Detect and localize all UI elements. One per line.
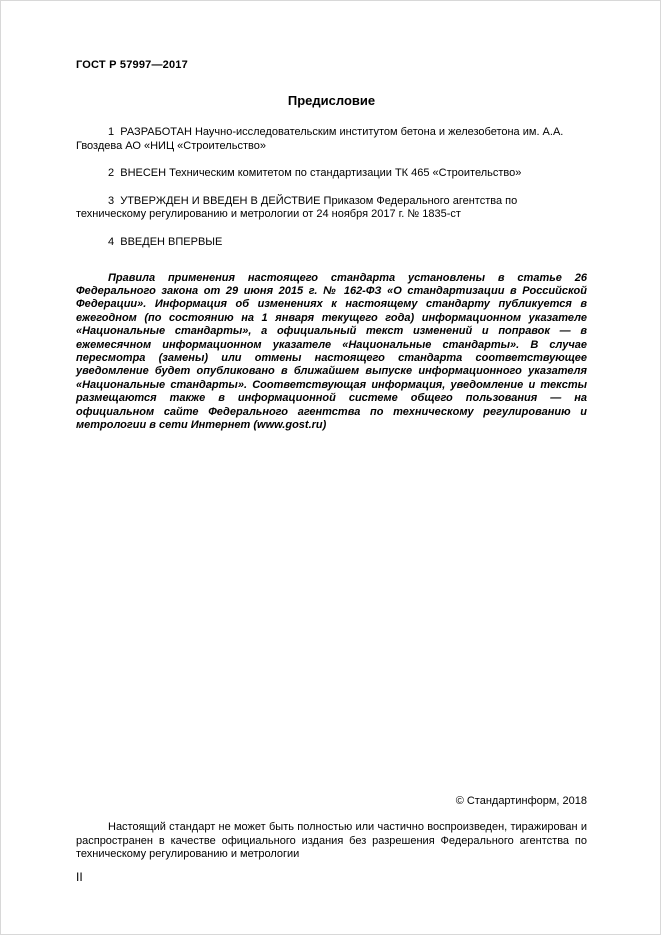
foreword-item-1: 1 РАЗРАБОТАН Научно-исследовательским институтом бетона и железобетона им. А.А. Гвоздева АО «НИЦ «Строительство» <box>76 126 564 152</box>
section-title: Предисловие <box>287 93 376 108</box>
copyright-line: © Стандартинформ, 2018 <box>455 795 587 808</box>
page-footer <box>76 795 587 884</box>
foreword-item-4: 4 ВВЕДЕН ВПЕРВЫЕ <box>108 235 223 248</box>
page-number: II <box>76 870 83 884</box>
foreword-item-2: 2 ВНЕСЕН Техническим комитетом по стандартизации ТК 465 «Строительство» <box>108 167 522 180</box>
document-code: ГОСТ Р 57997—2017 <box>76 59 188 71</box>
reproduction-restriction-note: Настоящий стандарт не может быть полностью или частично воспроизведен, тиражирован и распространен в качестве официального издания без разрешения Федерального агентства по техническому регулированию и метрологии <box>76 821 587 861</box>
foreword-item-3: 3 УТВЕРЖДЕН И ВВЕДЕН В ДЕЙСТВИЕ Приказом Федерального агентства по техническому регулированию и метрологии от 24 ноября 2017 г. № 1835-ст <box>76 194 518 221</box>
legal-application-note: Правила применения настоящего стандарта установлены в статье 26 Федерального закона от 29 июня 2015 г. № 162-ФЗ «О стандартизации в Российской Федерации». Информация об изменениях к настоящему стандарту публикуется в ежегодном (по состоянию на 1 января текущего года) информационном указателе «Национальные стандарты», а официальный текст изменений и поправок — в ежемесячном информационном указателе «Национальные стандарты». В случае пересмотра (замены) или отмены настоящего стандарта соответствующее уведомление будет опубликовано в ближайшем выпуске информационного указателя «Национальные стандарты». Соответствующая информация, уведомление и тексты размещаются также в информационной системе общего пользования — на официальном сайте Федерального агентства по техническому регулированию и метрологии в сети Интернет (www.gost.ru) <box>76 271 587 432</box>
